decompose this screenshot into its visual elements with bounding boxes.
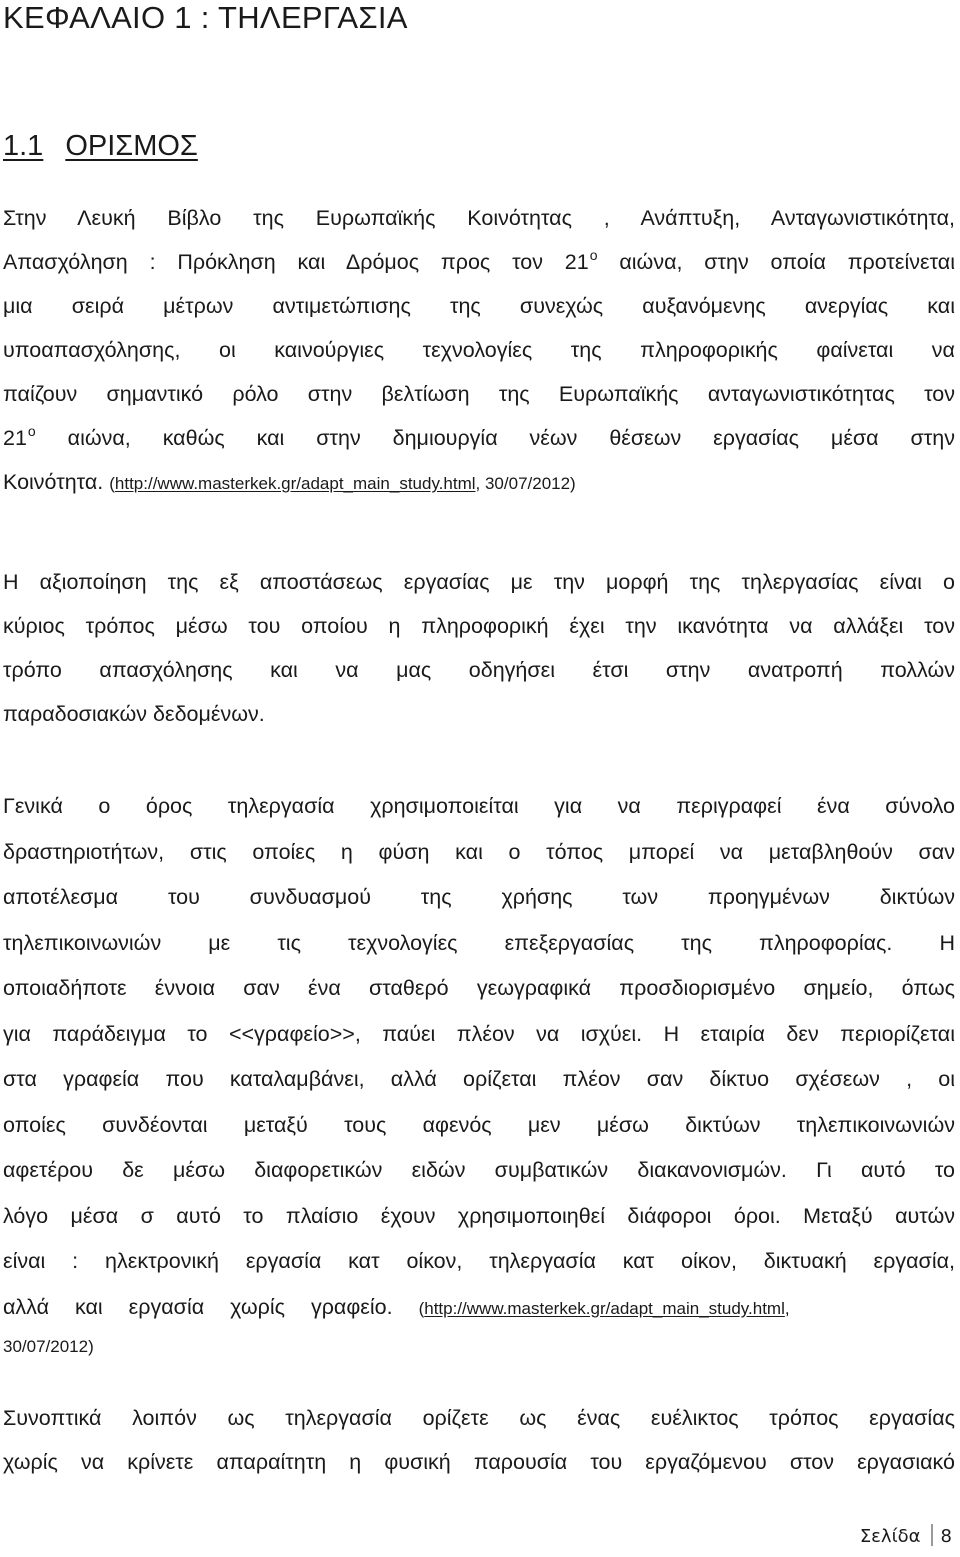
- paragraph-3-line: δραστηριοτήτων, στις οποίες η φύση και ο τόπος μπορεί να μεταβληθούν σαν: [3, 839, 955, 864]
- paragraph-1-line: [3, 460, 955, 504]
- paragraph-2-line: κύριος τρόπος μέσω του οποίου η πληροφορική έχει την ικανότητα να αλλάξει τον: [3, 614, 955, 638]
- paragraph-1-line: [3, 416, 955, 460]
- paragraph-1-line: μια σειρά μέτρων αντιμετώπισης της συνεχώς αυξανόμενης ανεργίας και: [3, 294, 955, 318]
- paragraph-2-line: Η αξιοποίηση της εξ αποστάσεως εργασίας με την μορφή της τηλεργασίας είναι ο: [3, 570, 955, 594]
- chapter-title: ΚΕΦΑΛΑΙΟ 1 : ΤΗΛΕΡΓΑΣΙΑ: [3, 0, 408, 35]
- paragraph-3-line: Γενικά ο όρος τηλεργασία χρησιμοποιείται για να περιγραφεί ένα σύνολο: [3, 794, 955, 818]
- paragraph-3-line: λόγο μέσα σ αυτό το πλαίσιο έχουν χρησιμοποιηθεί διάφοροι όροι. Μεταξύ αυτών: [3, 1203, 955, 1228]
- ref-open: (: [109, 474, 115, 493]
- ref-date: 30/07/2012): [3, 1337, 94, 1356]
- source-reference: [419, 1299, 790, 1318]
- paragraph-1: [3, 196, 955, 504]
- paragraph-1-line: υποαπασχόλησης, οι καινούργιες τεχνολογίες της πληροφορικής φαίνεται να: [3, 338, 955, 362]
- source-link[interactable]: http://www.masterkek.gr/adapt_main_study.html: [424, 1298, 785, 1318]
- section-title: ΟΡΙΣΜΟΣ: [65, 130, 198, 162]
- paragraph-3-line: αφετέρου δε μέσω διαφορετικών ειδών συμβατικών διακανονισμών. Γι αυτό το: [3, 1158, 955, 1182]
- paragraph-3-line: αποτέλεσμα του συνδυασμού της χρήσης των προηγμένων δικτύων: [3, 885, 955, 909]
- text-run: Απασχόληση : Πρόκληση και Δρόμος προς τον 21: [3, 250, 589, 274]
- paragraph-3-line: στα γραφεία που καταλαμβάνει, αλλά ορίζεται πλέον σαν δίκτυο σχέσεων , οι: [3, 1067, 955, 1091]
- page-footer: [860, 1524, 952, 1549]
- paragraph-4: [3, 1396, 955, 1484]
- paragraph-4-line: χωρίς να κρίνετε απαραίτητη η φυσική παρουσία του εργαζόμενου στον εργασιακό: [3, 1450, 955, 1474]
- ref-open: (: [418, 1298, 425, 1318]
- paragraph-1-line: [3, 240, 955, 284]
- footer-divider: [931, 1524, 933, 1546]
- paragraph-3-line: τηλεπικοινωνιών με τις τεχνολογίες επεξεργασίας της πληροφορίας. Η: [3, 930, 955, 955]
- text-run: αιώνα, στην οποία προτείνεται: [597, 250, 955, 274]
- paragraph-3: [3, 784, 955, 1364]
- paragraph-3-line: για παράδειγμα το <<γραφείο>>, παύει πλέον να ισχύει. Η εταιρία δεν περιορίζεται: [3, 1021, 955, 1046]
- ordinal-superscript: ο: [589, 247, 598, 263]
- text-run: Κοινότητα.: [3, 470, 110, 494]
- paragraph-3-line: είναι : ηλεκτρονική εργασία κατ οίκον, τηλεργασία κατ οίκον, δικτυακή εργασία,: [3, 1249, 955, 1273]
- text-run: αλλά και εργασία χωρίς γραφείο.: [3, 1294, 419, 1319]
- ref-comma: ,: [784, 1298, 790, 1318]
- paragraph-2: [3, 560, 955, 736]
- text-run: 21: [3, 426, 27, 450]
- section-number: 1.1: [3, 130, 44, 162]
- paragraph-3-line: [3, 1285, 955, 1331]
- paragraph-2-line: παραδοσιακών δεδομένων.: [3, 702, 265, 726]
- ordinal-superscript: ο: [27, 423, 36, 439]
- ref-date: , 30/07/2012): [475, 474, 576, 493]
- paragraph-1-line: Στην Λευκή Βίβλο της Ευρωπαϊκής Κοινότητας , Ανάπτυξη, Ανταγωνιστικότητα,: [3, 206, 955, 230]
- source-reference: [109, 474, 576, 493]
- paragraph-4-line: Συνοπτικά λοιπόν ως τηλεργασία ορίζετε ως ένας ευέλικτος τρόπος εργασίας: [3, 1406, 955, 1430]
- paragraph-2-line: τρόπο απασχόλησης και να μας οδηγήσει έτσι στην ανατροπή πολλών: [3, 658, 955, 682]
- paragraph-3-line: οποίες συνδέονται μεταξύ τους αφενός μεν μέσω δικτύων τηλεπικοινωνιών: [3, 1112, 955, 1137]
- paragraph-1-line: παίζουν σημαντικό ρόλο στην βελτίωση της Ευρωπαϊκής ανταγωνιστικότητας τον: [3, 382, 955, 406]
- paragraph-3-line: οποιαδήποτε έννοια σαν ένα σταθερό γεωγραφικά προσδιορισμένο σημείο, όπως: [3, 976, 955, 1000]
- page-label: Σελίδα: [859, 1526, 921, 1547]
- page-number: 8: [940, 1526, 952, 1547]
- source-link[interactable]: http://www.masterkek.gr/adapt_main_study.html: [114, 474, 476, 493]
- text-run: αιώνα, καθώς και στην δημιουργία νέων θέσεων εργασίας μέσα στην: [35, 426, 955, 450]
- section-heading: [3, 128, 198, 164]
